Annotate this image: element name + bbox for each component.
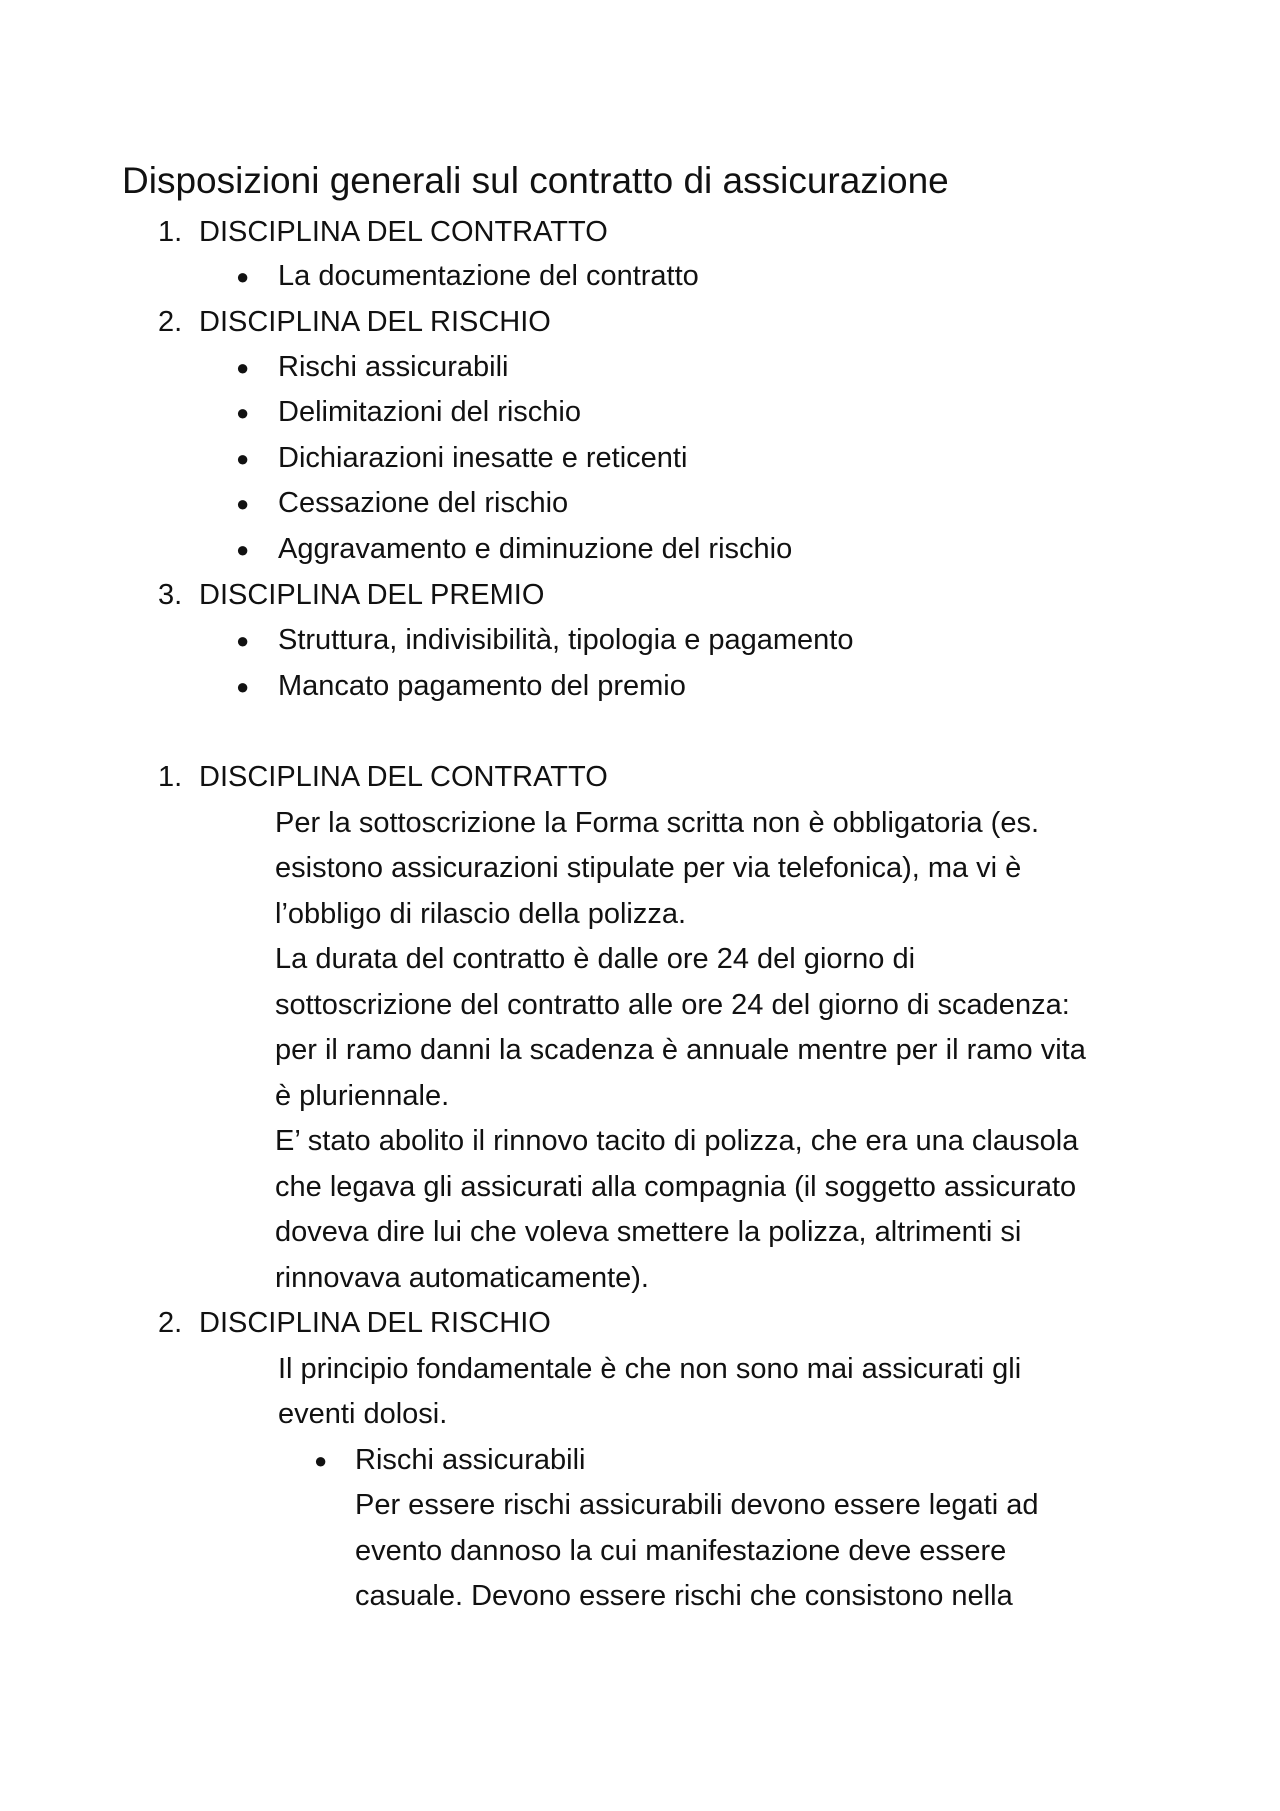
paragraph-line: eventi dolosi. — [278, 1398, 448, 1430]
outline-bullet-item: Mancato pagamento del premio — [278, 670, 686, 702]
paragraph-line: che legava gli assicurati alla compagnia (il soggetto assicurato — [275, 1171, 1077, 1203]
list-number: 2. — [158, 1307, 183, 1339]
list-number: 2. — [158, 306, 183, 338]
paragraph-line: l’obbligo di rilascio della polizza. — [275, 898, 687, 930]
list-number: 1. — [158, 761, 183, 793]
paragraph-line: esistono assicurazioni stipulate per via telefonica), ma vi è — [275, 852, 1022, 884]
bullet-icon: ● — [236, 491, 250, 516]
section-heading: DISCIPLINA DEL RISCHIO — [199, 1307, 551, 1339]
paragraph-line: Per la sottoscrizione la Forma scritta non è obbligatoria (es. — [275, 807, 1040, 839]
paragraph-line: per il ramo danni la scadenza è annuale mentre per il ramo vita — [275, 1034, 1086, 1066]
outline-heading: DISCIPLINA DEL CONTRATTO — [199, 216, 608, 248]
bullet-icon: ● — [236, 400, 250, 425]
outline-bullet-item: Delimitazioni del rischio — [278, 396, 581, 428]
section-heading: DISCIPLINA DEL CONTRATTO — [199, 761, 608, 793]
outline-bullet-item: Dichiarazioni inesatte e reticenti — [278, 442, 688, 474]
outline-heading: DISCIPLINA DEL RISCHIO — [199, 306, 551, 338]
bullet-icon: ● — [236, 628, 250, 653]
paragraph-line: è pluriennale. — [275, 1080, 450, 1112]
list-number: 1. — [158, 216, 183, 248]
outline-heading: DISCIPLINA DEL PREMIO — [199, 579, 545, 611]
bullet-icon: ● — [236, 264, 250, 289]
outline-bullet-item: Rischi assicurabili — [278, 351, 509, 383]
list-number: 3. — [158, 579, 183, 611]
page-title: Disposizioni generali sul contratto di assicurazione — [122, 160, 949, 201]
paragraph-line: La durata del contratto è dalle ore 24 del giorno di — [275, 943, 916, 975]
outline-bullet-item: Aggravamento e diminuzione del rischio — [278, 533, 793, 565]
paragraph-line: casuale. Devono essere rischi che consistono nella — [355, 1580, 1013, 1612]
bullet-icon: ● — [314, 1448, 328, 1473]
paragraph-line: E’ stato abolito il rinnovo tacito di polizza, che era una clausola — [275, 1125, 1079, 1157]
bullet-icon: ● — [236, 674, 250, 699]
subitem-heading: Rischi assicurabili — [355, 1444, 586, 1476]
paragraph-line: evento dannoso la cui manifestazione deve essere — [355, 1535, 1007, 1567]
bullet-icon: ● — [236, 355, 250, 380]
paragraph-line: Per essere rischi assicurabili devono essere legati ad — [355, 1489, 1039, 1521]
outline-bullet-item: Cessazione del rischio — [278, 487, 569, 519]
outline-bullet-item: Struttura, indivisibilità, tipologia e pagamento — [278, 624, 854, 656]
paragraph-line: doveva dire lui che voleva smettere la polizza, altrimenti si — [275, 1216, 1022, 1248]
paragraph-line: Il principio fondamentale è che non sono mai assicurati gli — [278, 1353, 1022, 1385]
paragraph-line: rinnovava automaticamente). — [275, 1262, 649, 1294]
bullet-icon: ● — [236, 537, 250, 562]
paragraph-line: sottoscrizione del contratto alle ore 24 del giorno di scadenza: — [275, 989, 1070, 1021]
outline-bullet-item: La documentazione del contratto — [278, 260, 699, 292]
bullet-icon: ● — [236, 446, 250, 471]
